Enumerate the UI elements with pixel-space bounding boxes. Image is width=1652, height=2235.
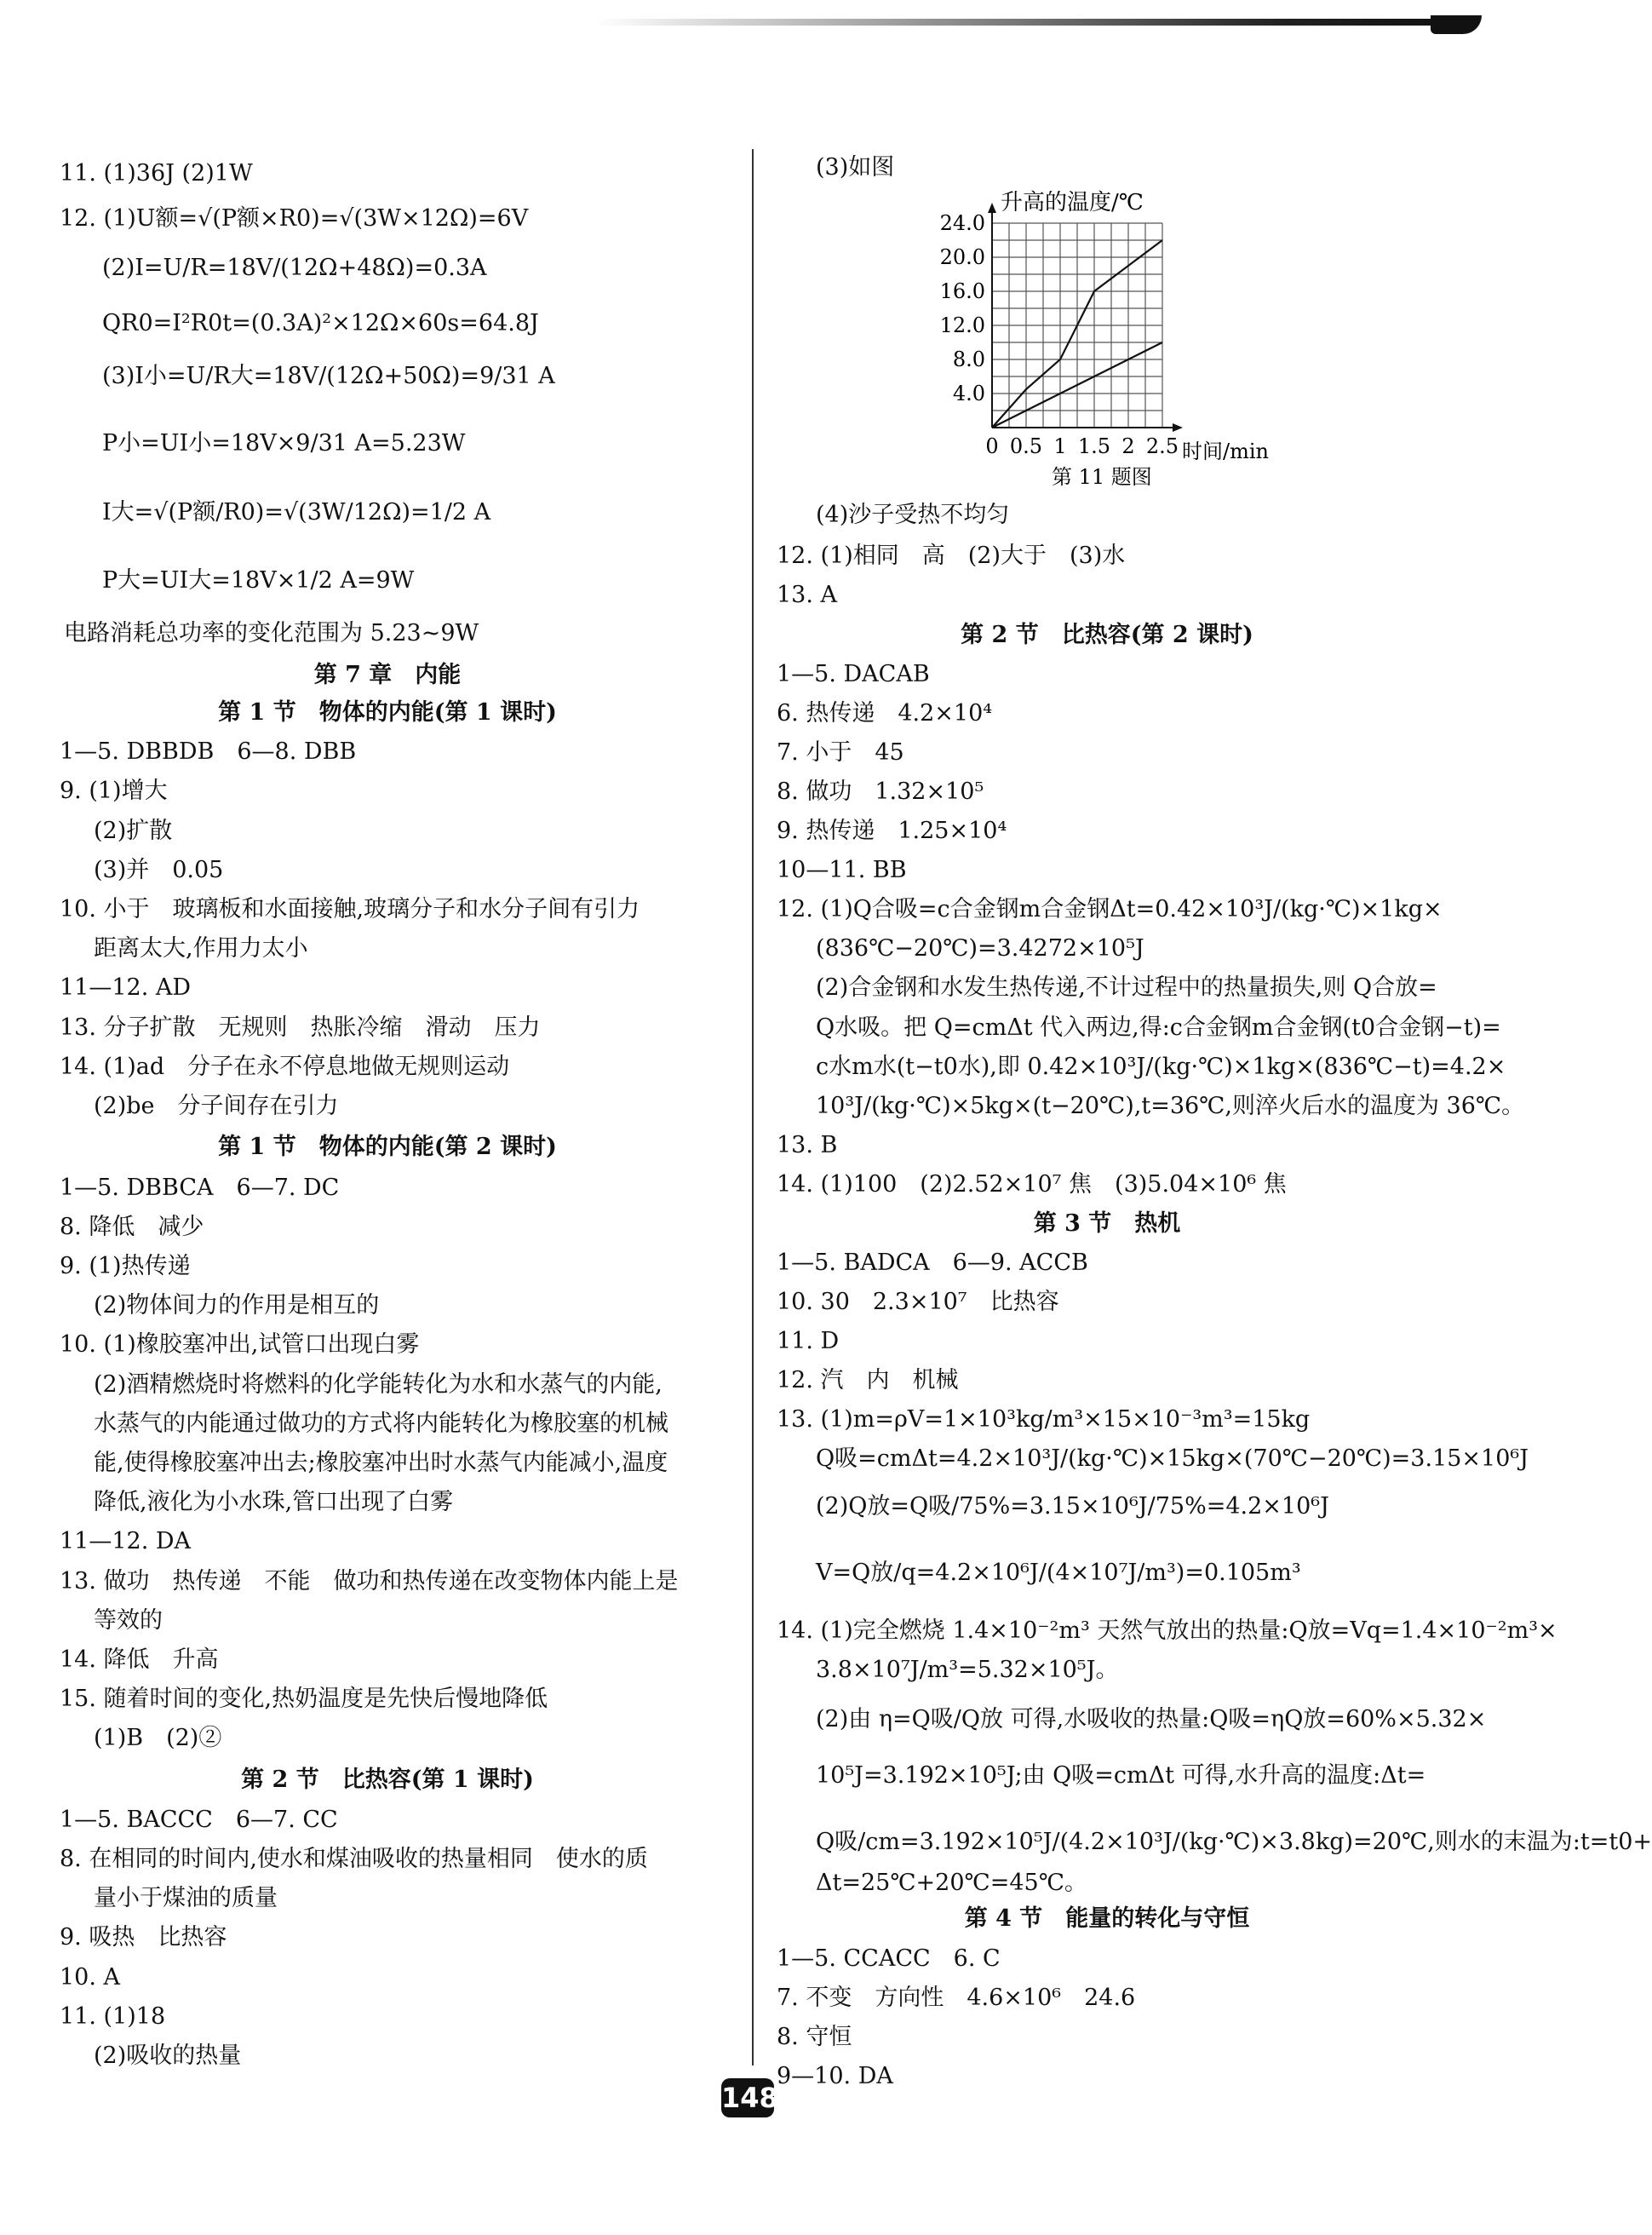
answer-line: 11—12. AD	[60, 974, 192, 1001]
answer-line: c水m水(t−t0水),即 0.42×10³J/(kg·℃)×1kg×(836℃−t)=4.2×	[816, 1054, 1506, 1080]
x-tick-label: 1	[1053, 434, 1067, 458]
answer-line: 水蒸气的内能通过做功的方式将内能转化为橡胶塞的机械	[94, 1411, 668, 1437]
answer-line: 1—5. CCACC 6. C	[777, 1945, 1001, 1972]
answer-line: 13. (1)m=ρV=1×10³kg/m³×15×10⁻³m³=15kg	[777, 1406, 1311, 1433]
answer-line: 15. 随着时间的变化,热奶温度是先快后慢地降低	[60, 1686, 548, 1712]
section-title: 第 4 节 能量的转化与守恒	[964, 1905, 1250, 1932]
x-tick-label: 0	[985, 434, 999, 458]
answer-line: 10. (1)橡胶塞冲出,试管口出现白雾	[60, 1331, 420, 1358]
answer-line: (2)扩散	[94, 818, 173, 844]
answer-line: (2)Q放=Q吸/75%=3.15×10⁶J/75%=4.2×10⁶J	[816, 1493, 1329, 1520]
answer-line: 9—10. DA	[777, 2063, 893, 2089]
top-rule	[596, 19, 1448, 26]
answer-line: 9. (1)热传递	[60, 1253, 191, 1279]
x-tick-label: 2.5	[1145, 434, 1179, 458]
y-tick-label: 8.0	[952, 348, 985, 371]
answer-line: 14. 降低 升高	[60, 1646, 219, 1673]
x-axis-arrow	[1173, 423, 1183, 432]
answer-line: 12. (1)Q合吸=c合金钢m合金钢Δt=0.42×10³J/(kg·℃)×1kg×	[777, 896, 1443, 922]
answer-line: (836℃−20℃)=3.4272×10⁵J	[816, 935, 1144, 962]
answer-line: 9. 吸热 比热容	[60, 1924, 227, 1951]
answer-line: 能,使得橡胶塞冲出去;橡胶塞冲出时水蒸气内能减小,温度	[94, 1450, 668, 1476]
answer-line: 9. (1)增大	[60, 778, 168, 804]
column-divider	[752, 149, 754, 2066]
answer-line: 14. (1)100 (2)2.52×10⁷ 焦 (3)5.04×10⁶ 焦	[777, 1171, 1287, 1198]
answer-line: 7. 小于 45	[777, 739, 904, 766]
answer-line: 9. 热传递 1.25×10⁴	[777, 818, 1007, 844]
answer-line: 12. (1)U额=√(P额×R0)=√(3W×12Ω)=6V	[60, 205, 529, 232]
answer-line: (2)合金钢和水发生热传递,不计过程中的热量损失,则 Q合放=	[816, 974, 1437, 1001]
answer-line: 14. (1)ad 分子在永不停息地做无规则运动	[60, 1054, 510, 1080]
answer-line: (2)I=U/R=18V/(12Ω+48Ω)=0.3A	[102, 255, 487, 281]
chart-title: 第 11 题图	[1052, 465, 1152, 489]
answer-line: 8. 守恒	[777, 2024, 852, 2050]
temperature-chart	[932, 187, 1290, 494]
answer-line: QR0=I²R0t=(0.3A)²×12Ω×60s=64.8J	[102, 310, 539, 336]
answer-line: (3)并 0.05	[94, 857, 224, 883]
answer-line: 距离太大,作用力太小	[94, 935, 308, 962]
answer-line: 8. 做功 1.32×10⁵	[777, 779, 984, 805]
answer-line: 12. 汽 内 机械	[777, 1367, 959, 1393]
answer-line: 13. A	[777, 582, 838, 608]
y-tick-label: 20.0	[939, 245, 985, 269]
y-tick-label: 4.0	[952, 382, 985, 405]
answer-line: (2)be 分子间存在引力	[94, 1093, 339, 1119]
answer-line: 等效的	[94, 1607, 163, 1634]
answer-line: 1—5. DBBDB 6—8. DBB	[60, 738, 357, 765]
x-tick-label: 0.5	[1009, 434, 1043, 458]
answer-line: 13. 做功 热传递 不能 做功和热传递在改变物体内能上是	[60, 1568, 679, 1594]
answer-line: 10—11. BB	[777, 857, 907, 883]
answer-line: I大=√(P额/R0)=√(3W/12Ω)=1/2 A	[102, 499, 491, 526]
answer-line: Q水吸。把 Q=cmΔt 代入两边,得:c合金钢m合金钢(t0合金钢−t)=	[816, 1014, 1501, 1041]
top-decoration	[1431, 15, 1482, 34]
answer-line: 1—5. BACCC 6—7. CC	[60, 1807, 338, 1833]
answer-line: 10. 30 2.3×10⁷ 比热容	[777, 1289, 1059, 1315]
answer-line: Q吸/cm=3.192×10⁵J/(4.2×10³J/(kg·℃)×3.8kg)=20℃,则水的末温为:t=t0+	[816, 1829, 1652, 1855]
answer-line: 1—5. DBBCA 6—7. DC	[60, 1175, 340, 1201]
answer-line: 11. (1)36J (2)1W	[60, 160, 253, 187]
answer-line: 10. A	[60, 1964, 121, 1991]
answer-line: 8. 降低 减少	[60, 1214, 204, 1240]
y-tick-label: 24.0	[939, 211, 985, 235]
answer-line: (2)由 η=Q吸/Q放 可得,水吸收的热量:Q吸=ηQ放=60%×5.32×	[816, 1706, 1487, 1732]
y-tick-label: 12.0	[939, 313, 985, 337]
answer-line: (4)沙子受热不均匀	[816, 502, 1010, 528]
answer-line: (3)I小=U/R大=18V/(12Ω+50Ω)=9/31 A	[102, 363, 555, 389]
answer-line: P大=UI大=18V×1/2 A=9W	[102, 567, 415, 594]
answer-line: 8. 在相同的时间内,使水和煤油吸收的热量相同 使水的质	[60, 1846, 648, 1872]
answer-line: 降低,液化为小水珠,管口出现了白雾	[94, 1489, 454, 1515]
answer-line: 3.8×10⁷J/m³=5.32×10⁵J。	[816, 1657, 1119, 1683]
answer-line: 10⁵J=3.192×10⁵J;由 Q吸=cmΔt 可得,水升高的温度:Δt=	[816, 1762, 1426, 1789]
answer-line: 1—5. DACAB	[777, 661, 930, 687]
answer-line: (2)酒精燃烧时将燃料的化学能转化为水和水蒸气的内能,	[94, 1371, 663, 1398]
answer-line: 14. (1)完全燃烧 1.4×10⁻²m³ 天然气放出的热量:Q放=Vq=1.4×10⁻²m³×	[777, 1617, 1557, 1644]
x-tick-label: 1.5	[1077, 434, 1111, 458]
section-title: 第 1 节 物体的内能(第 2 课时)	[218, 1134, 557, 1160]
section-title: 第 3 节 热机	[1033, 1210, 1181, 1237]
answer-line: 1—5. BADCA 6—9. ACCB	[777, 1250, 1088, 1276]
chart-ticks	[940, 211, 1179, 458]
section-title: 第 1 节 物体的内能(第 1 课时)	[218, 699, 557, 726]
section-title: 第 2 节 比热容(第 2 课时)	[961, 622, 1253, 648]
chapter-title: 第 7 章 内能	[313, 662, 462, 688]
answer-line: 量小于煤油的质量	[94, 1885, 278, 1911]
section-title: 第 2 节 比热容(第 1 课时)	[241, 1767, 534, 1793]
page-number: 148	[721, 2078, 774, 2117]
answer-line: (2)吸收的热量	[94, 2043, 242, 2069]
chart-axes	[988, 203, 1183, 432]
y-axis-arrow	[988, 203, 996, 213]
answer-line: 11—12. DA	[60, 1528, 192, 1554]
answer-line: (1)B (2)②	[94, 1725, 222, 1751]
answer-line: 10. 小于 玻璃板和水面接触,玻璃分子和水分子间有引力	[60, 896, 640, 922]
answer-line: V=Q放/q=4.2×10⁶J/(4×10⁷J/m³)=0.105m³	[816, 1560, 1301, 1586]
answer-line: (2)物体间力的作用是相互的	[94, 1292, 380, 1319]
x-tick-label: 2	[1121, 434, 1135, 458]
answer-line: Δt=25℃+20℃=45℃。	[816, 1870, 1087, 1896]
x-axis-label: 时间/min	[1182, 440, 1269, 463]
answer-line: 7. 不变 方向性 4.6×10⁶ 24.6	[777, 1985, 1136, 2011]
y-tick-label: 16.0	[939, 279, 985, 303]
answer-line: Q吸=cmΔt=4.2×10³J/(kg·℃)×15kg×(70℃−20℃)=3.15×10⁶J	[816, 1445, 1529, 1472]
answer-line: 6. 热传递 4.2×10⁴	[777, 700, 993, 727]
answer-line: 13. B	[777, 1132, 838, 1158]
answer-line: 12. (1)相同 高 (2)大于 (3)水	[777, 543, 1126, 569]
y-axis-label: 升高的温度/℃	[1001, 190, 1144, 215]
answer-line: P小=UI小=18V×9/31 A=5.23W	[102, 430, 466, 457]
answer-line: 11. (1)18	[60, 2003, 166, 2030]
answer-line: (3)如图	[816, 154, 895, 181]
answer-line: 电路消耗总功率的变化范围为 5.23~9W	[64, 620, 479, 646]
answer-line: 10³J/(kg·℃)×5kg×(t−20℃),t=36℃,则淬火后水的温度为 36℃。	[816, 1093, 1525, 1119]
answer-line: 11. D	[777, 1328, 840, 1354]
answer-line: 13. 分子扩散 无规则 热胀冷缩 滑动 压力	[60, 1014, 541, 1041]
